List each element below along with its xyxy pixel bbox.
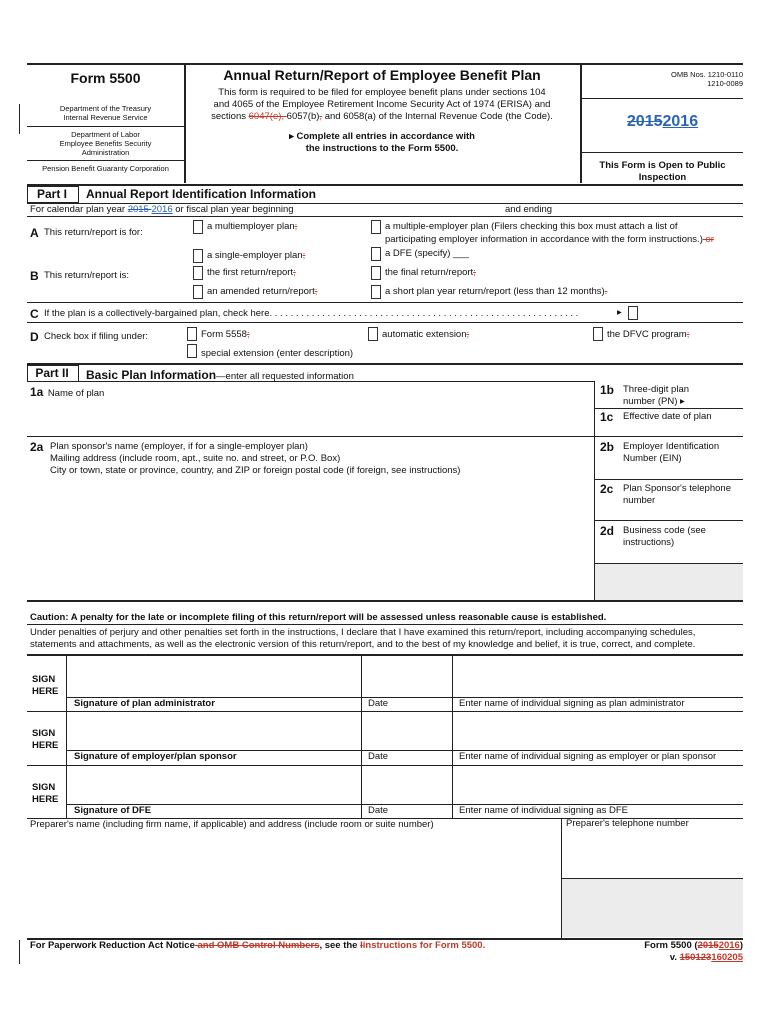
name-column-line bbox=[452, 654, 453, 818]
part1-title: Annual Report Identification Information bbox=[86, 187, 316, 201]
field-b-label: This return/report is: bbox=[44, 270, 129, 281]
sponsor-signature-input[interactable] bbox=[70, 712, 358, 750]
automatic-extension-label: automatic extension; bbox=[382, 329, 470, 340]
field-2d-label-2: instructions) bbox=[623, 537, 675, 548]
admin-name-label: Enter name of individual signing as plan administrator bbox=[459, 698, 685, 709]
preparer-input[interactable] bbox=[30, 834, 558, 934]
part1-b-rule bbox=[27, 302, 743, 303]
part2-title: Basic Plan Information—enter all requested information bbox=[86, 368, 354, 382]
public-inspection-2: Inspection bbox=[638, 172, 687, 183]
public-inspection-1: This Form is Open to Public bbox=[599, 160, 726, 171]
multiple-employer-checkbox[interactable] bbox=[371, 220, 381, 234]
collectively-bargained-label: If the plan is a collectively-bargained plan, check here. . . . . . . . . . . . . . . . . . . . . . . . . . . . . . . . . . . . . . . . . . . . . . . . . . . . . . . . . . . bbox=[44, 308, 579, 319]
date-column-line bbox=[361, 654, 362, 818]
intro-line-3: sections 6047(e), 6057(b), and 6058(a) of the Internal Revenue Code (the Code). bbox=[211, 111, 553, 122]
field-1b-label-2: number (PN) ▸ bbox=[623, 396, 685, 407]
multiple-employer-label: a multiple-employer plan (Filers checking this box must attach a list of bbox=[385, 221, 678, 232]
field-c-letter: C bbox=[30, 307, 39, 321]
sign-here-1b: HERE bbox=[32, 686, 59, 697]
arrow-right-icon: ▸ bbox=[680, 396, 685, 407]
field-2b-label-2: Number (EIN) bbox=[623, 453, 682, 464]
year-box-top bbox=[582, 98, 743, 99]
paperwork-notice: For Paperwork Reduction Act Notice and OMB Control Numbers, see the Iinstructions for Form 5500. bbox=[30, 940, 486, 951]
form-version: v. 150123160205 bbox=[669, 952, 743, 963]
part2-title-rule bbox=[27, 381, 594, 382]
field-1c-label: Effective date of plan bbox=[623, 411, 712, 422]
and-ending: and ending bbox=[505, 204, 553, 215]
instructions-line-2: the instructions to the Form 5500. bbox=[305, 143, 459, 154]
field-2c-number: 2c bbox=[600, 482, 614, 496]
ebsa-label-2: Administration bbox=[81, 148, 130, 157]
form-title: Form 5500 bbox=[70, 70, 141, 86]
final-return-label: the final return/report; bbox=[385, 267, 476, 278]
special-extension-label: special extension (enter description) bbox=[201, 348, 354, 359]
pbgc-label: Pension Benefit Guaranty Corporation bbox=[42, 164, 169, 173]
field-2d-number: 2d bbox=[600, 524, 615, 538]
form-5558-label: Form 5558; bbox=[201, 329, 250, 340]
field-2c-label: Plan Sponsor's telephone bbox=[623, 483, 731, 494]
sign-here-3b: HERE bbox=[32, 794, 59, 805]
field-d-label: Check box if filing under: bbox=[44, 331, 149, 342]
field-2c-label-2: number bbox=[623, 495, 656, 506]
intro-line-1: This form is required to be filed for employee benefit plans under sections 104 bbox=[218, 87, 546, 98]
preparer-phone-label: Preparer's telephone number bbox=[566, 818, 689, 829]
rule-2c bbox=[594, 520, 743, 521]
sign-here-2b: HERE bbox=[32, 740, 59, 751]
short-plan-year-label: a short plan year return/report (less than 12 months). bbox=[385, 286, 608, 297]
dfe-signature-input[interactable] bbox=[70, 766, 358, 803]
caution-rule bbox=[27, 624, 743, 625]
calendar-year-line: For calendar plan year 2015 2016 or fiscal plan year beginning bbox=[30, 204, 294, 215]
single-employer-checkbox[interactable] bbox=[193, 249, 203, 263]
field-1c-number: 1c bbox=[600, 410, 614, 424]
dfe-sig-line bbox=[66, 804, 743, 805]
preparer-shaded-area bbox=[562, 879, 743, 937]
admin-signature-label: Signature of plan administrator bbox=[74, 698, 215, 709]
multiemployer-checkbox[interactable] bbox=[193, 220, 203, 234]
part1-label: Part I bbox=[36, 187, 67, 201]
dfe-checkbox[interactable] bbox=[371, 247, 381, 261]
rule-2b bbox=[594, 479, 743, 480]
arrow-right-icon: ▸ bbox=[289, 131, 294, 142]
sign-here-1: SIGN bbox=[32, 674, 56, 685]
plan-name-input[interactable] bbox=[40, 396, 590, 436]
field-b-letter: B bbox=[30, 269, 39, 283]
part2-bottom-rule bbox=[27, 600, 743, 602]
sponsor-address-input[interactable] bbox=[40, 478, 590, 598]
part2-rule bbox=[27, 363, 743, 365]
calendar-rule bbox=[27, 216, 743, 217]
part2-label: Part II bbox=[35, 366, 69, 380]
part1-rule bbox=[27, 184, 743, 186]
dept-treasury: Department of the Treasury bbox=[59, 104, 152, 113]
perjury-text-2: statements and attachments, as well as the electronic version of this return/report, and to the best of my knowledge and belief, it is true, correct, and complete. bbox=[30, 639, 696, 650]
amended-return-checkbox[interactable] bbox=[193, 285, 203, 299]
city-state-label: City or town, state or province, country, and ZIP or foreign postal code (if foreign, see instructions) bbox=[50, 465, 461, 476]
dept-labor: Department of Labor bbox=[71, 130, 140, 139]
dfe-label: a DFE (specify) ___ bbox=[385, 248, 469, 259]
short-plan-year-checkbox[interactable] bbox=[371, 285, 381, 299]
multiemployer-label: a multiemployer plan; bbox=[207, 221, 298, 232]
dfe-date-label: Date bbox=[368, 805, 389, 816]
admin-date-label: Date bbox=[368, 698, 389, 709]
main-title: Annual Return/Report of Employee Benefit Plan bbox=[223, 67, 541, 83]
field-a-label: This return/report is for: bbox=[44, 227, 143, 238]
field-2b-label: Employer Identification bbox=[623, 441, 720, 452]
dfvc-label: the DFVC program; bbox=[607, 329, 690, 340]
dfe-name-label: Enter name of individual signing as DFE bbox=[459, 805, 628, 816]
first-return-checkbox[interactable] bbox=[193, 266, 203, 280]
dfvc-checkbox[interactable] bbox=[593, 327, 603, 341]
omb-number-2: 1210-0089 bbox=[707, 79, 743, 88]
rule-1c bbox=[27, 436, 743, 437]
ebsa-label: Employee Benefits Security bbox=[59, 139, 152, 148]
sponsor-signature-label: Signature of employer/plan sponsor bbox=[74, 751, 237, 762]
sponsor-date-label: Date bbox=[368, 751, 389, 762]
field-2a-number: 2a bbox=[30, 440, 44, 454]
collectively-bargained-checkbox[interactable] bbox=[628, 306, 638, 320]
change-bar-2 bbox=[19, 940, 20, 964]
field-d-letter: D bbox=[30, 330, 39, 344]
caution-title: Caution: A penalty for the late or incomplete filing of this return/report will be assessed unless reasonable cause is established. bbox=[30, 612, 607, 623]
sponsor-name-label: Plan sponsor's name (employer, if for a single-employer plan) bbox=[50, 441, 308, 452]
multiple-employer-label-2: participating employer information in accordance with the form instructions.) or bbox=[385, 234, 714, 245]
first-return-label: the first return/report; bbox=[207, 267, 296, 278]
dfe-signature-label: Signature of DFE bbox=[74, 805, 152, 816]
header-rule-2 bbox=[27, 160, 184, 161]
sponsor-name-label: Enter name of individual signing as employer or plan sponsor bbox=[459, 751, 717, 762]
irs-label: Internal Revenue Service bbox=[63, 113, 148, 122]
rule-1b bbox=[594, 408, 743, 409]
field-1b-label: Three-digit plan bbox=[623, 384, 690, 395]
amended-return-label: an amended return/report; bbox=[207, 286, 318, 297]
sign-here-3: SIGN bbox=[32, 782, 56, 793]
shaded-area bbox=[595, 564, 743, 600]
sign-here-2: SIGN bbox=[32, 728, 56, 739]
perjury-text-1: Under penalties of perjury and other penalties set forth in the instructions, I declare that I have examined this return/report, including accompanying schedules, bbox=[30, 627, 696, 638]
header-rule-1 bbox=[27, 126, 184, 127]
form-footer-year: Form 5500 (20152016) bbox=[644, 940, 743, 951]
year-box-bottom bbox=[582, 152, 743, 153]
automatic-extension-checkbox[interactable] bbox=[368, 327, 378, 341]
sign-column-line bbox=[66, 654, 67, 818]
header-top-rule bbox=[27, 63, 743, 65]
field-a-letter: A bbox=[30, 226, 39, 240]
admin-signature-input[interactable] bbox=[70, 656, 358, 696]
form-5558-checkbox[interactable] bbox=[187, 327, 197, 341]
field-1a: 1a Name of plan bbox=[30, 385, 105, 399]
change-bar-1 bbox=[19, 104, 20, 134]
omb-number: OMB Nos. 1210-0110 bbox=[671, 70, 743, 79]
final-return-checkbox[interactable] bbox=[371, 266, 381, 280]
field-2b-number: 2b bbox=[600, 440, 615, 454]
field-2d-label: Business code (see bbox=[623, 525, 706, 536]
instructions-line-1: ▸ Complete all entries in accordance with bbox=[289, 131, 475, 142]
mailing-address-label: Mailing address (include room, apt., suite no. and street, or P.O. Box) bbox=[50, 453, 341, 464]
single-employer-label: a single-employer plan; bbox=[207, 250, 306, 261]
special-extension-checkbox[interactable] bbox=[187, 344, 197, 358]
tax-year: 20152016 bbox=[626, 113, 699, 130]
intro-line-2: and 4065 of the Employee Retirement Income Security Act of 1974 (ERISA) and bbox=[213, 99, 551, 110]
field-1b-number: 1b bbox=[600, 383, 615, 397]
part1-c-rule bbox=[27, 322, 743, 323]
preparer-label: Preparer's name (including firm name, if applicable) and address (include room or suite number) bbox=[30, 819, 434, 830]
arrow-right-icon: ▸ bbox=[617, 307, 622, 318]
